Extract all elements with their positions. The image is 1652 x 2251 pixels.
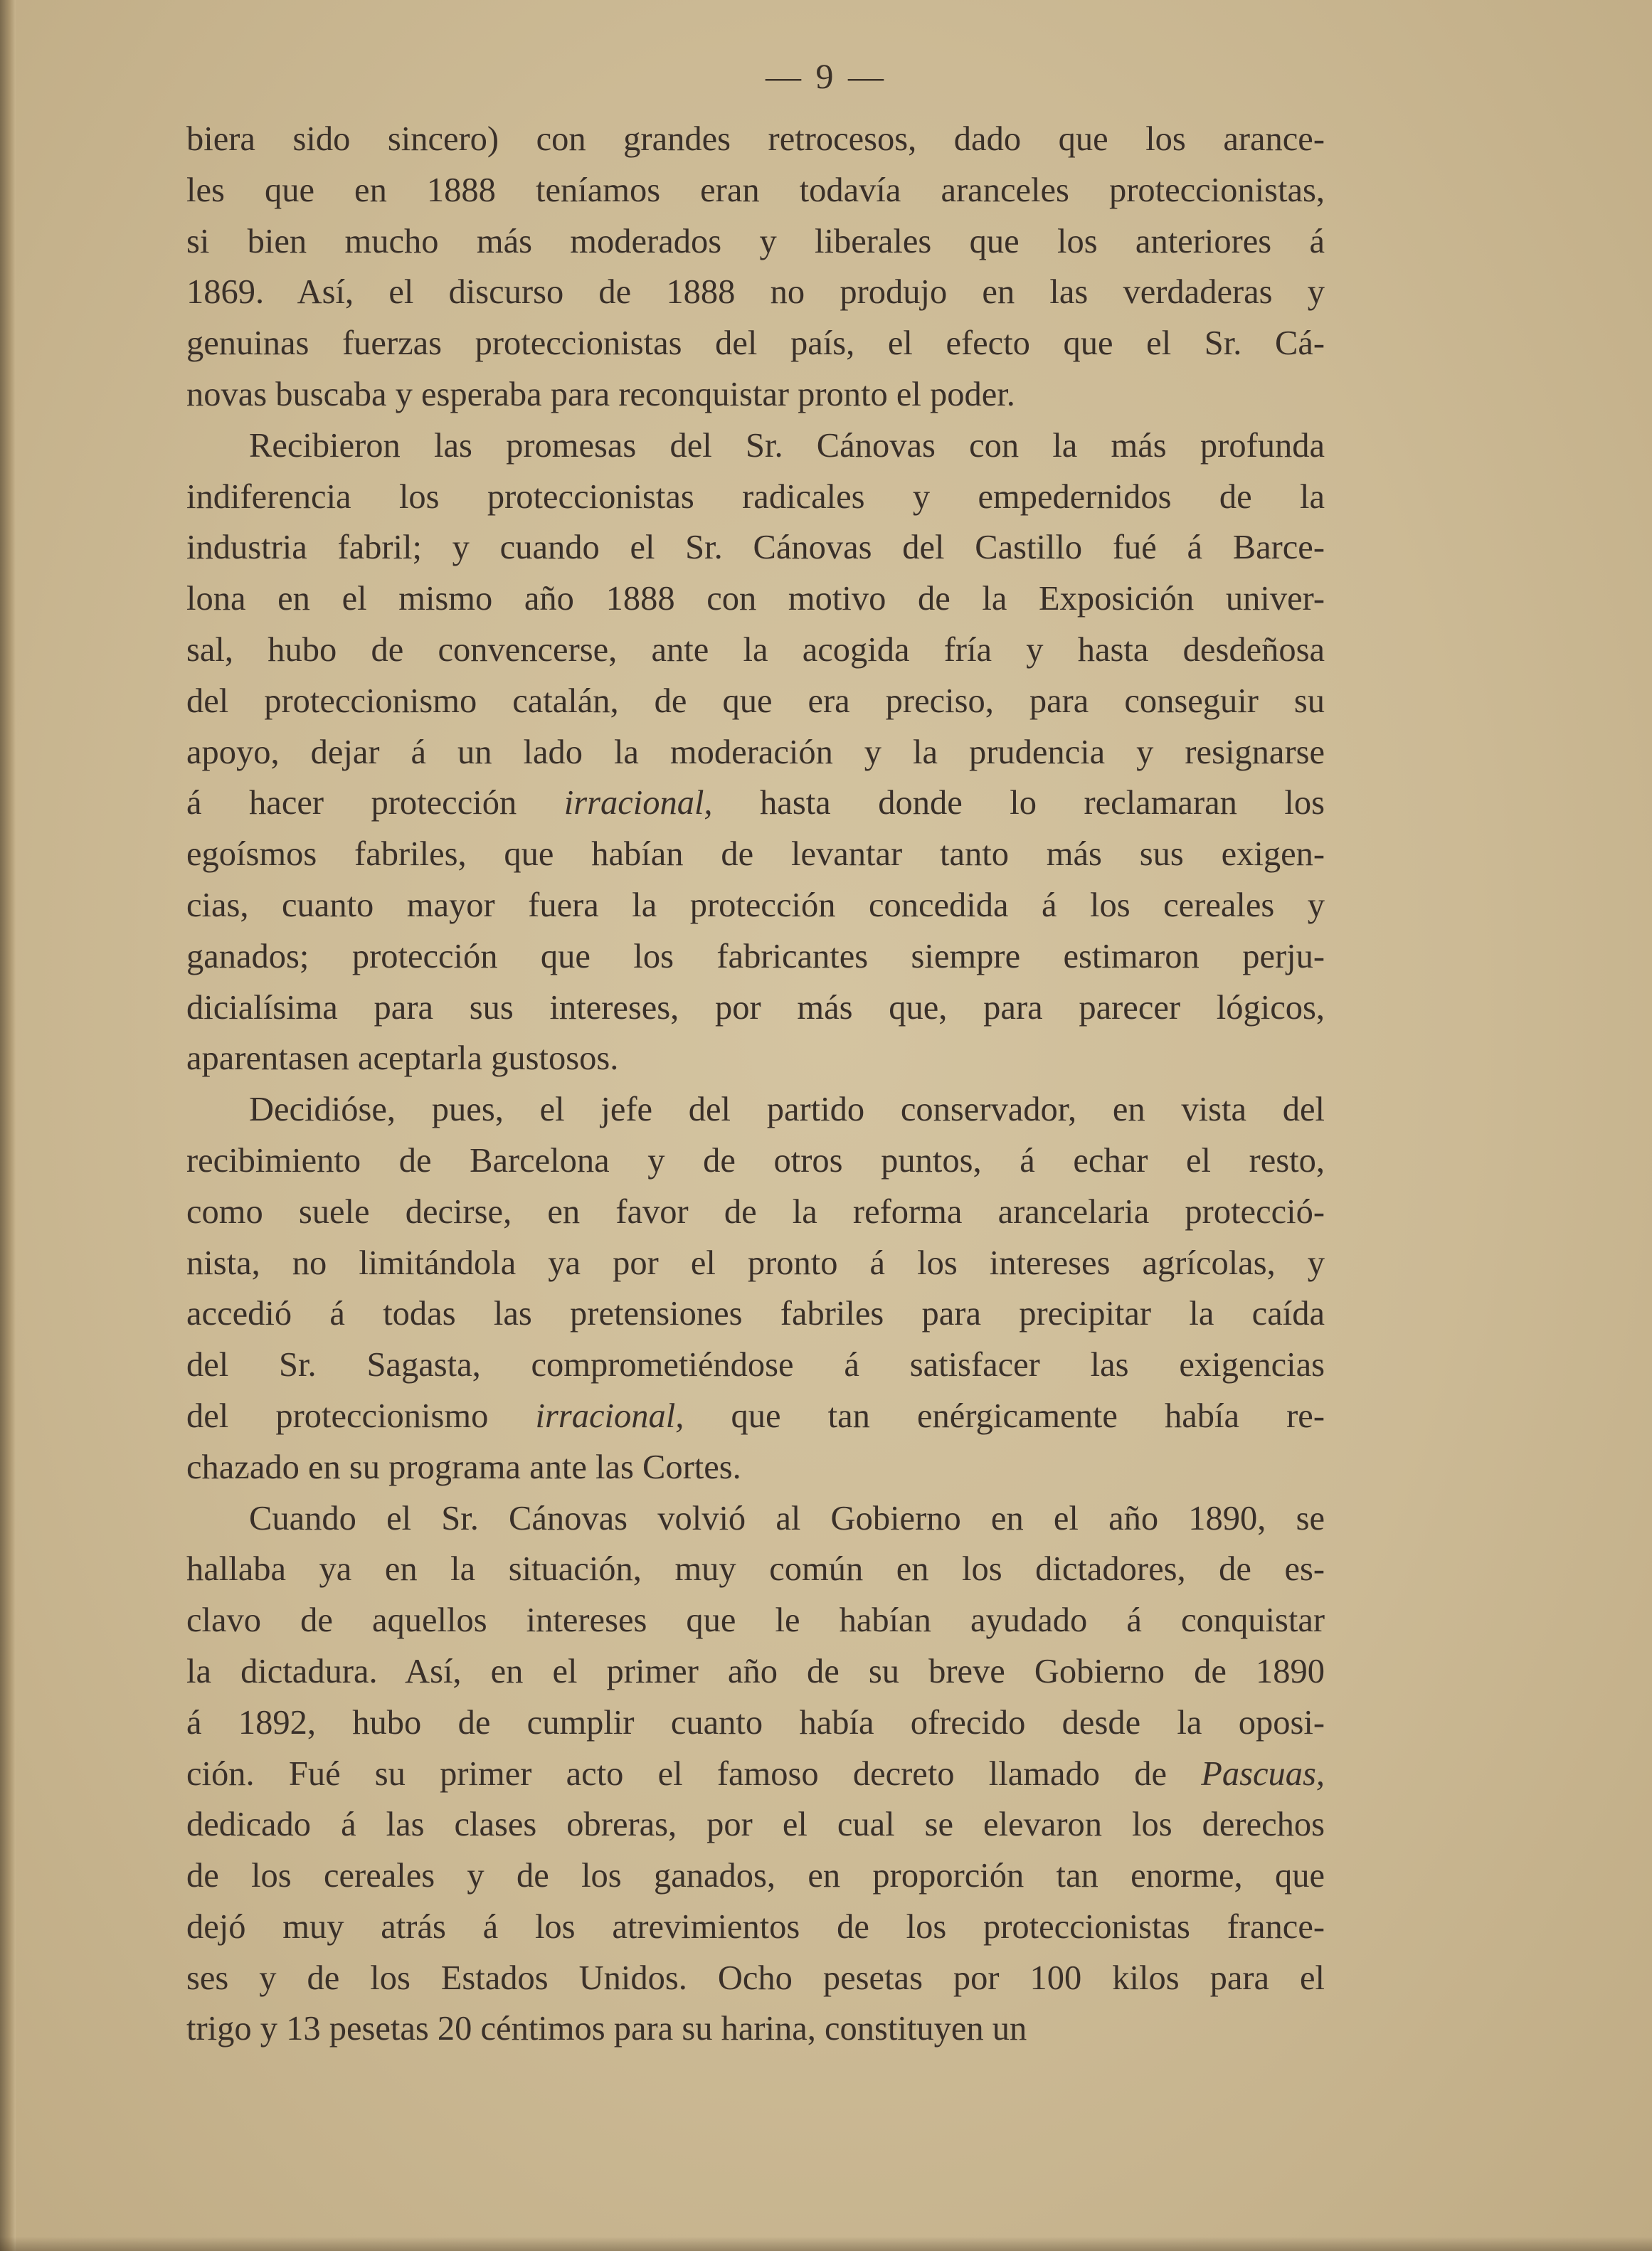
binding-edge [0,0,16,2251]
text-line: Decidióse, pues, el jefe del partido conservador, en vista del [249,1091,1325,1129]
text-line: dejó muy atrás á los atrevimientos de los proteccionistas france- [186,1907,1325,1946]
text-segment: á hacer protección [186,784,564,822]
page-number: — 9 — [766,56,886,96]
text-line: Cuando el Sr. Cánovas volvió al Gobierno en el año 1890, se [249,1499,1325,1537]
text-line: del proteccionismo catalán, de que era preciso, para conseguir su [186,682,1325,720]
text-line: como suele decirse, en favor de la reforma arancelaria protecció- [186,1192,1325,1231]
text-line: si bien mucho más moderados y liberales que los anteriores á [186,222,1325,260]
text-segment: que tan enérgicamente había re- [684,1397,1325,1435]
text-line: recibimiento de Barcelona y de otros puntos, á echar el resto, [186,1141,1325,1180]
text-line [186,778,1325,829]
text-line: egoísmos fabriles, que habían de levantar tanto más sus exigen- [186,835,1325,874]
text-line: les que en 1888 teníamos eran todavía aranceles proteccionistas, [186,171,1325,209]
text-line: clavo de aquellos intereses que le habían ayudado á conquistar [186,1601,1325,1640]
text-line: sal, hubo de convencerse, ante la acogida fría y hasta desdeñosa [186,630,1325,669]
text-line: Recibieron las promesas del Sr. Cánovas con la más profunda [249,426,1325,465]
text-segment: ción. Fué su primer acto el famoso decreto llamado de [186,1754,1202,1793]
text-line: novas buscaba y esperaba para reconquistar pronto el poder. [186,375,1015,413]
text-line: de los cereales y de los ganados, en proporción tan enorme, que [186,1857,1325,1895]
text-line: chazado en su programa ante las Cortes. [186,1448,741,1486]
text-line: á 1892, hubo de cumplir cuanto había ofrecido desde la oposi- [186,1703,1325,1742]
text-line: industria fabril; y cuando el Sr. Cánovas del Castillo fué á Barce- [186,529,1325,567]
text-line: dicialísima para sus intereses, por más que, para parecer lógicos, [186,988,1325,1027]
text-line: trigo y 13 pesetas 20 céntimos para su harina, constituyen un [186,2010,1027,2048]
italic-text: Pascuas, [1201,1754,1325,1793]
text-line: aparentasen aceptarla gustosos. [186,1039,619,1078]
italic-text: irracional, [535,1397,684,1435]
text-line: cias, cuanto mayor fuera la protección concedida á los cereales y [186,886,1325,924]
text-line: indiferencia los proteccionistas radicales y empedernidos de la [186,477,1325,516]
text-line: apoyo, dejar á un lado la moderación y la prudencia y resignarse [186,733,1325,771]
text-line: del Sr. Sagasta, comprometiéndose á satisfacer las exigencias [186,1346,1325,1384]
body-text [186,114,1325,2055]
text-line: genuinas fuerzas proteccionistas del país, el efecto que el Sr. Cá- [186,324,1325,363]
text-line: lona en el mismo año 1888 con motivo de la Exposición univer- [186,580,1325,618]
text-line: ganados; protección que los fabricantes siempre estimaron perju- [186,937,1325,975]
text-line: accedió á todas las pretensiones fabriles para precipitar la caída [186,1295,1325,1333]
text-line: biera sido sincero) con grandes retrocesos, dado que los arance- [186,120,1325,158]
text-segment: hasta donde lo reclamaran los [712,784,1325,822]
text-line: hallaba ya en la situación, muy común en los dictadores, de es- [186,1550,1325,1589]
text-line: dedicado á las clases obreras, por el cual se elevaron los derechos [186,1806,1325,1844]
text-line: ses y de los Estados Unidos. Ocho pesetas por 100 kilos para el [186,1959,1325,1997]
text-line [186,1749,1325,1800]
page-bottom-shadow [0,2237,1652,2251]
text-line: nista, no limitándola ya por el pronto á los intereses agrícolas, y [186,1244,1325,1282]
text-segment: del proteccionismo [186,1397,536,1435]
text-line [186,1391,1325,1442]
text-line: la dictadura. Así, en el primer año de su breve Gobierno de 1890 [186,1652,1325,1690]
italic-text: irracional, [563,784,713,822]
text-line: 1869. Así, el discurso de 1888 no produjo en las verdaderas y [186,273,1325,312]
